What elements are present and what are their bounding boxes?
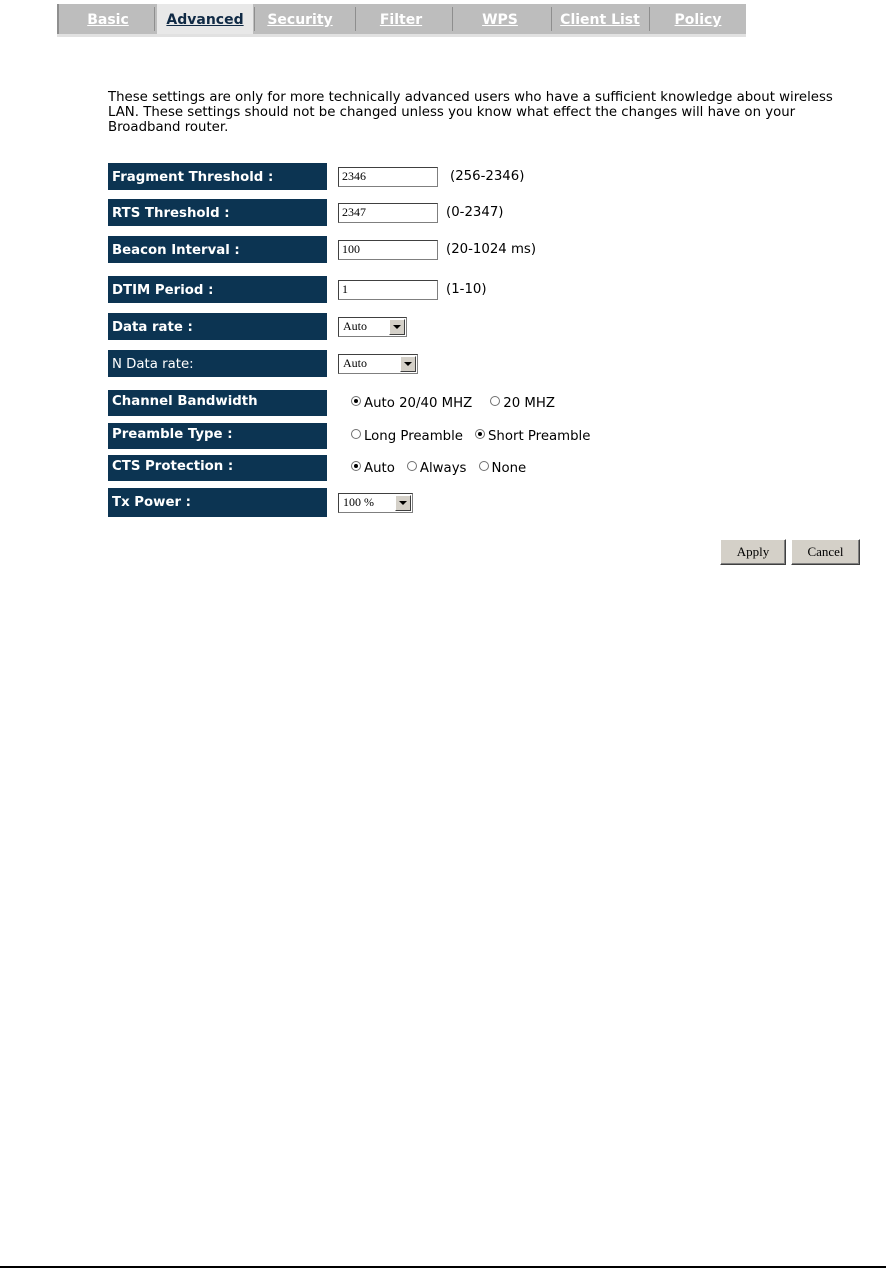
channel-bandwidth-label: Channel Bandwidth <box>108 390 327 416</box>
bandwidth-20-radio[interactable] <box>490 396 555 411</box>
data-rate-select[interactable] <box>338 317 407 337</box>
rts-threshold-range: (0-2347) <box>446 205 504 220</box>
radio-selected-icon <box>351 396 361 406</box>
cts-protection-label: CTS Protection : <box>108 455 327 481</box>
beacon-interval-range: (20-1024 ms) <box>446 242 537 257</box>
tab-advanced[interactable]: Advanced <box>157 4 253 34</box>
n-data-rate-value: Auto <box>343 356 367 370</box>
tab-security[interactable]: Security <box>267 12 333 28</box>
radio-unselected-icon <box>351 429 361 439</box>
tab-separator <box>154 7 155 31</box>
rts-threshold-input[interactable] <box>338 203 438 223</box>
page-bottom-rule <box>0 1266 886 1268</box>
dtim-period-input[interactable] <box>338 280 438 300</box>
tab-separator <box>649 7 650 31</box>
dtim-period-range: (1-10) <box>446 282 487 297</box>
preamble-type-label: Preamble Type : <box>108 423 327 449</box>
tab-separator <box>452 7 453 31</box>
row-fragment-threshold <box>108 163 848 190</box>
tab-separator <box>254 7 255 31</box>
cts-always-radio[interactable] <box>407 461 467 476</box>
row-beacon-interval <box>108 236 848 263</box>
row-n-data-rate <box>108 350 848 377</box>
tx-power-select[interactable] <box>338 493 413 513</box>
chevron-down-icon[interactable] <box>400 356 416 372</box>
bandwidth-auto-radio[interactable] <box>351 396 472 411</box>
cancel-button[interactable]: Cancel <box>791 539 860 565</box>
cts-none-label: None <box>491 460 527 476</box>
radio-unselected-icon <box>490 396 500 406</box>
radio-selected-icon <box>475 429 485 439</box>
tab-bar <box>57 4 746 37</box>
cts-always-label: Always <box>419 460 467 476</box>
tab-wps[interactable]: WPS <box>482 12 518 28</box>
preamble-long-label: Long Preamble <box>364 428 463 444</box>
row-tx-power <box>108 488 848 517</box>
preamble-short-label: Short Preamble <box>487 428 591 444</box>
rts-threshold-label: RTS Threshold : <box>108 199 327 226</box>
tab-policy[interactable]: Policy <box>674 12 722 28</box>
n-data-rate-label: N Data rate: <box>108 350 327 377</box>
tab-filter[interactable]: Filter <box>379 12 423 28</box>
row-data-rate <box>108 313 848 340</box>
data-rate-label: Data rate : <box>108 313 327 340</box>
radio-selected-icon <box>351 461 361 471</box>
chevron-down-icon[interactable] <box>389 319 405 335</box>
preamble-long-radio[interactable] <box>351 429 463 444</box>
radio-unselected-icon <box>479 461 489 471</box>
data-rate-value: Auto <box>343 319 367 333</box>
preamble-short-radio[interactable] <box>475 429 590 444</box>
cts-auto-radio[interactable] <box>351 461 395 476</box>
tab-separator <box>551 7 552 31</box>
tx-power-value: 100 % <box>343 495 374 509</box>
row-cts-protection <box>108 455 848 481</box>
tx-power-label: Tx Power : <box>108 488 327 517</box>
tab-basic[interactable]: Basic <box>87 12 129 28</box>
row-channel-bandwidth <box>108 390 848 416</box>
tab-separator <box>355 7 356 31</box>
row-preamble-type <box>108 423 848 449</box>
apply-button[interactable]: Apply <box>720 539 786 565</box>
radio-unselected-icon <box>407 461 417 471</box>
fragment-threshold-label: Fragment Threshold : <box>108 163 327 190</box>
cts-auto-label: Auto <box>364 460 395 476</box>
tab-client-list[interactable]: Client List <box>560 12 640 28</box>
tab-bar-left-edge <box>57 4 59 34</box>
row-dtim-period <box>108 276 848 303</box>
beacon-interval-input[interactable] <box>338 240 438 260</box>
description-text: These settings are only for more technically advanced users who have a sufficient knowledge about wireless LAN. These settings should not be changed unless you know what effect the changes will have on your Broadband router. <box>108 90 833 135</box>
beacon-interval-label: Beacon Interval : <box>108 236 327 263</box>
fragment-threshold-input[interactable] <box>338 167 438 187</box>
bandwidth-20-label: 20 MHZ <box>503 395 555 411</box>
fragment-threshold-range: (256-2346) <box>450 169 525 184</box>
bandwidth-auto-label: Auto 20/40 MHZ <box>364 395 473 411</box>
cts-none-radio[interactable] <box>479 461 527 476</box>
row-rts-threshold <box>108 199 848 226</box>
dtim-period-label: DTIM Period : <box>108 276 327 303</box>
chevron-down-icon[interactable] <box>395 495 411 511</box>
n-data-rate-select[interactable] <box>338 354 418 374</box>
